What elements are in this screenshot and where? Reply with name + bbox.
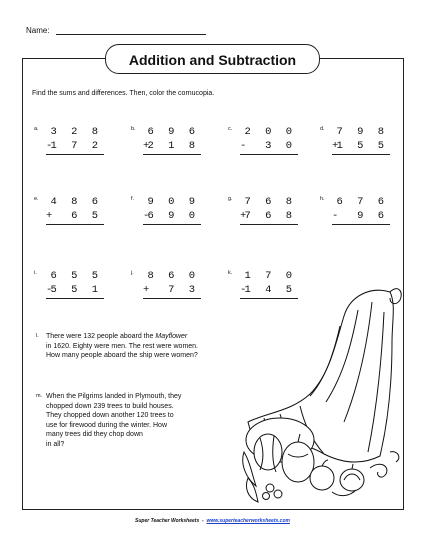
problem-operator: -: [46, 140, 53, 152]
problem-label: a.: [34, 126, 39, 132]
problem-top: 6 9 6: [147, 126, 199, 138]
problem-label: c.: [228, 126, 233, 132]
problem-top: 1 7 0: [244, 270, 296, 282]
footer-brand: Super Teacher Worksheets: [135, 518, 200, 524]
word-line: use for firewood during the winter. How: [46, 421, 168, 429]
word-problem-l: [36, 332, 199, 361]
answer-line[interactable]: [143, 298, 201, 299]
answer-line[interactable]: [46, 224, 104, 225]
problem-label: i.: [34, 270, 37, 276]
problem-label: f.: [131, 196, 135, 202]
problem-label: h.: [320, 196, 325, 202]
problem-g: [228, 196, 302, 236]
problem-bottom: 1 7 2: [50, 140, 102, 152]
answer-line[interactable]: [143, 224, 201, 225]
problem-label: d.: [320, 126, 325, 132]
word-line: in all?: [46, 440, 65, 448]
problem-operator: -: [332, 210, 339, 222]
answer-line[interactable]: [46, 298, 104, 299]
problem-operator: +: [143, 140, 150, 152]
problem-label: e.: [34, 196, 39, 202]
problem-bottom: 1 5 5: [336, 140, 388, 152]
problem-bottom: 3 0: [265, 140, 296, 152]
word-problem-label: m.: [36, 393, 43, 399]
problem-c: [228, 126, 302, 166]
word-line: There were 132 people aboard the Mayflower: [46, 333, 188, 340]
footer: [0, 518, 425, 524]
problem-h: [320, 196, 394, 236]
problem-operator: +: [332, 140, 339, 152]
problem-top: 6 7 6: [336, 196, 388, 208]
problem-e: [34, 196, 108, 236]
problem-label: g.: [228, 196, 233, 202]
problem-d: [320, 126, 394, 166]
problem-operator: +: [46, 210, 53, 222]
problem-bottom: 6 5: [71, 210, 102, 222]
word-line: When the Pilgrims landed in Plymouth, they: [46, 393, 182, 400]
problem-top: 9 0 9: [147, 196, 199, 208]
answer-line[interactable]: [240, 154, 298, 155]
worksheet-title: Addition and Subtraction: [105, 44, 320, 74]
problem-top: 2 0 0: [244, 126, 296, 138]
problem-operator: -: [46, 284, 53, 296]
answer-line[interactable]: [240, 224, 298, 225]
problem-label: j.: [131, 270, 134, 276]
problem-j: [131, 270, 205, 310]
problem-bottom: 1 4 5: [244, 284, 296, 296]
problem-f: [131, 196, 205, 236]
word-line: chopped down 239 trees to build houses.: [46, 402, 174, 410]
word-line: in 1620. Eighty were men. The rest were women.: [46, 342, 199, 350]
answer-line[interactable]: [143, 154, 201, 155]
name-row: [26, 26, 206, 35]
word-problem-m: [36, 392, 182, 449]
problem-operator: +: [143, 284, 150, 296]
cornucopia-illustration[interactable]: [240, 282, 405, 504]
problem-i: [34, 270, 108, 310]
problem-operator: +: [240, 210, 247, 222]
problem-label: k.: [228, 270, 233, 276]
word-line: They chopped down another 120 trees to: [46, 412, 174, 419]
word-line: How many people aboard the ship were women?: [46, 352, 198, 359]
problem-bottom: 7 3: [168, 284, 199, 296]
instructions: Find the sums and differences. Then, color the cornucopia.: [32, 90, 215, 97]
footer-separator: -: [202, 518, 204, 524]
word-problem-label: l.: [36, 333, 39, 339]
problem-b: [131, 126, 205, 166]
problem-bottom: 7 6 8: [244, 210, 296, 222]
problem-a: [34, 126, 108, 166]
footer-url-link[interactable]: www.superteacherworksheets.com: [206, 518, 290, 524]
answer-line[interactable]: [46, 154, 104, 155]
problem-operator: -: [240, 284, 247, 296]
problem-top: 6 5 5: [50, 270, 102, 282]
problem-operator: -: [143, 210, 150, 222]
problem-bottom: 6 9 0: [147, 210, 199, 222]
problem-bottom: 2 1 8: [147, 140, 199, 152]
problem-top: 7 9 8: [336, 126, 388, 138]
ship-name: Mayflower: [155, 333, 188, 340]
problem-top: 7 6 8: [244, 196, 296, 208]
problem-bottom: 5 5 1: [50, 284, 102, 296]
answer-line[interactable]: [332, 224, 390, 225]
answer-line[interactable]: [332, 154, 390, 155]
name-label: Name:: [26, 26, 50, 35]
problem-bottom: 9 6: [357, 210, 388, 222]
problem-top: 8 6 0: [147, 270, 199, 282]
problem-top: 4 8 6: [50, 196, 102, 208]
word-line: many trees did they chop down: [46, 431, 143, 438]
problem-label: b.: [131, 126, 136, 132]
problem-operator: -: [240, 140, 247, 152]
name-line[interactable]: [56, 26, 206, 35]
problem-top: 3 2 8: [50, 126, 102, 138]
